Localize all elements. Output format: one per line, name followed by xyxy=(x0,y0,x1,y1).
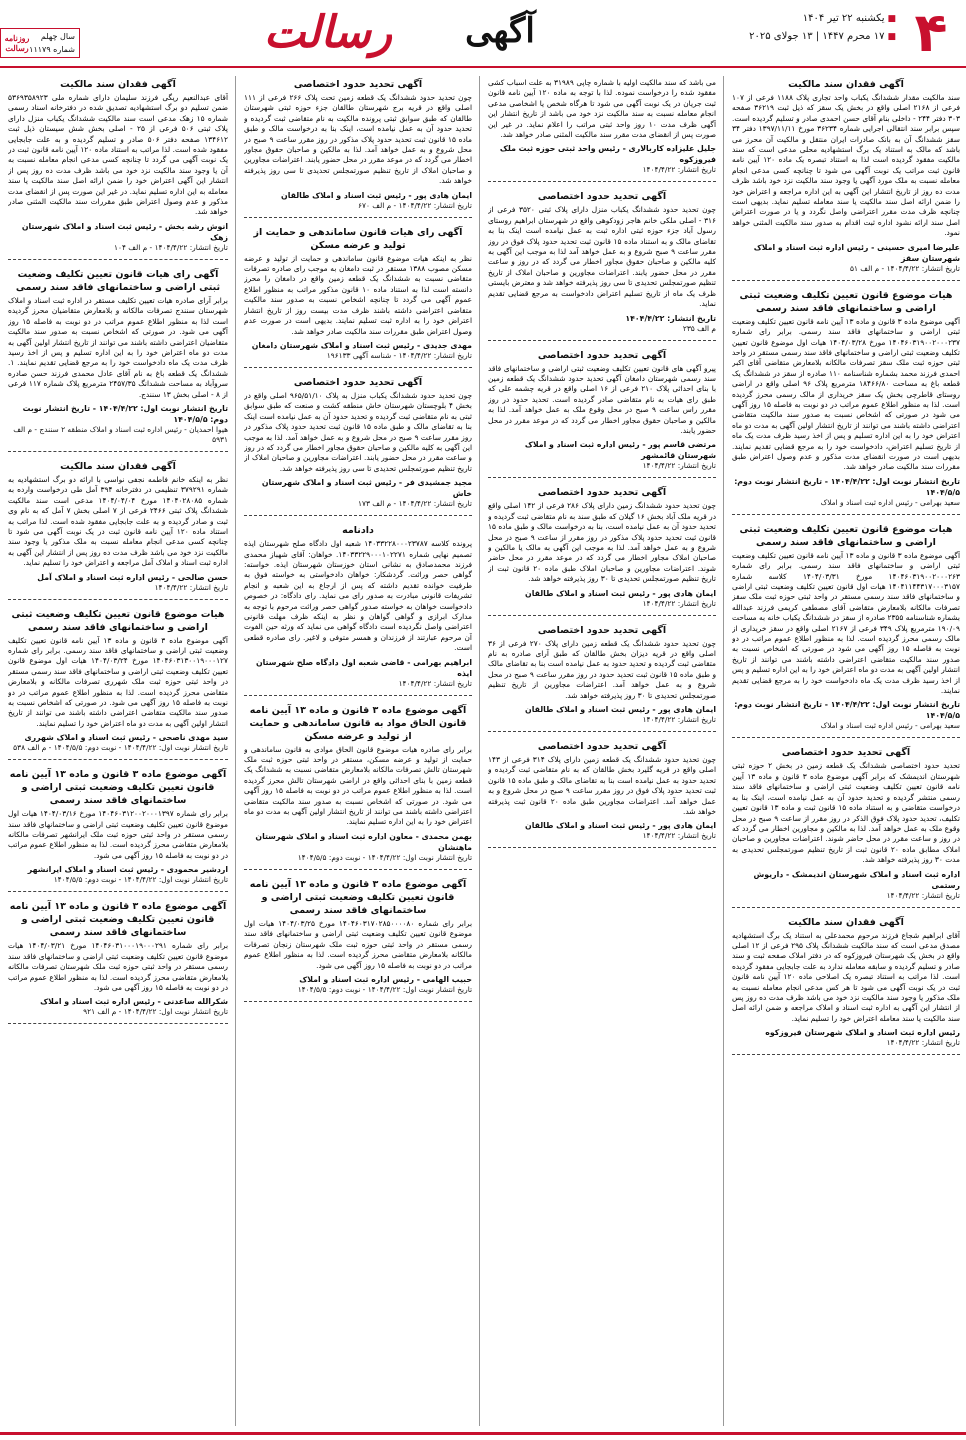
ad-title: آگهی رای هیات قانون ساماندهی و حمایت از تولید و عرضه مسکن xyxy=(253,226,463,251)
ad-body: برابر رای شماره ۱۴۰۴۶۰۳۱۷۰۲۸۵۰۰۰۰۸۰ مورخ ۱۴۰۴/۰۳/۲۵ هیات اول موضوع قانون تعیین تکلیف وضعیت ثبتی اراضی و ساختمانهای فاقد سند رسمی مستقر در واحد ثبتی حوزه ثبت ملک شهرستان زنجان تصرفات مالکانه بلامعارض متقاضی محرز گردیده است. لذا به منظور اطلاع عموم مراتب در دو نوبت به فاصله ۱۵ روز آگهی می شود. xyxy=(244,918,472,970)
ad-body: نظر به اینکه خانم فاطمه نجفی نواسی با ارائه دو برگ استشهادیه به شماره ۳۷۹۲۹۱ تنظیمی در دفترخانه ۳۹۴ آمل طی درخواست وارده به شماره ۱۴۰۴۰۲۸۰۸۵ مورخ ۱۴۰۴/۰۴/۰۴ مدعی است سند مالکیت ششدانگ پلاک ثبتی ۲۴۶۶ فرعی از ۷ اصلی بخش ۷ آمل که به نام وی ثبت و صادر گردیده و به علت جابجایی مفقود شده است. لذا مراتب به استناد ماده ۱۲۰ آیین نامه قانون ثبت در یک نوبت آگهی می شود تا چنانچه کسی مدعی انجام معامله نسبت به ملک مذکور یا وجود سند مالکیت نزد خود می باشد ظرف مدت ده روز پس از انتشار این آگهی به اداره ثبت اسناد و املاک آمل مراجعه و اعتراض خود را تسلیم نماید. xyxy=(8,474,228,568)
ad-title: هیات موضوع قانون تعیین تکلیف وضعیت ثبتی اراضی و ساختمانهای فاقد سند رسمی xyxy=(739,523,953,548)
column-divider xyxy=(723,76,724,1426)
ad-title: آگهی فقدان سند مالکیت xyxy=(60,460,176,472)
ad-signature: علیرضا امیری حسینی - رئیس اداره ثبت اسناد و املاک شهرستان سقز xyxy=(753,242,960,263)
page-number: ۴ xyxy=(914,1,948,64)
ad-number: تاریخ انتشار: ۱۴۰۴/۴/۲۲ xyxy=(642,165,716,175)
ad-title: آگهی موضوع ماده ۳ قانون و ماده ۱۳ آیین نامه قانون الحاق مواد به قانون ساماندهی و حمایت از تولید و عرضه مسکن xyxy=(249,704,467,742)
ad-number: تاریخ انتشار: ۱۴۰۴/۴/۲۲ - م الف ۱۰۴ xyxy=(114,242,228,252)
ad-title: آگهی تحدید حدود اختصاصی xyxy=(537,741,667,753)
ad-signature: مرتضی قاسم پور - رئیس اداره ثبت اسناد و املاک شهرستان قائمشهر xyxy=(524,440,716,461)
ad-signature: مجید جمشیدی فر - رئیس ثبت اسناد و املاک شهرستان خاش xyxy=(261,478,472,499)
ad-signature: انوش رشه بخش - رئیس ثبت اسناد و املاک شهرستان زهک xyxy=(21,221,228,242)
ad-signature: رئیس اداره ثبت اسناد و املاک شهرستان فیروزکوه xyxy=(765,1028,960,1038)
ad-notice xyxy=(8,606,228,761)
ad-number: م الف ۲۳۵ xyxy=(682,323,716,333)
ad-title: دادنامه xyxy=(342,525,374,537)
ad-title: آگهی تحدید حدود اختصاصی xyxy=(537,487,667,499)
masthead xyxy=(0,0,966,68)
ad-body: پیرو آگهی های قانون تعیین تکلیف وضعیت ثبتی اراضی و ساختمانهای فاقد سند رسمی شهرستان دامغان آگهی تحدید حدود ششدانگ یک قطعه زمین با بنای احداثی پلاک ۲۱۰ فرعی از ۱۶ اصلی واقع در قریه چشمه علی که طبق رای هیات به نام متقاضی صادر گردیده است. تحدید حدود در روز مقرر راس ساعت ۹ صبح در محل وقوع ملک به عمل خواهد آمد. لذا به مالکین و صاحبان حقوق مجاور اخطار می گردد که در موعد مقرر در محل حضور یابند. xyxy=(488,363,716,435)
ad-body: چون تحدید حدود ششدانگ یکباب منزل به پلاک ۹۶۵/۵۱/۱۰ اصلی واقع در بخش ۴ بلوچستان شهرستان خاش منطقه کشت و صنعت که طبق سوابق ثبتی به نام متقاضی ثبت گردیده و تحدید حدود آن به عمل نیامده است اینک بنا به تقاضای مالک و طبق ماده ۱۵ قانون ثبت تحدید حدود پلاک مذکور در روز مقرر ساعت ۹ صبح در محل شروع و به عمل خواهد آمد. لذا به موجب این آگهی به کلیه مالکین و صاحبان حقوق مجاور اخطار می گردد که در روز و ساعت مقرر در محل حضور یابند. اعتراضات مجاورین و صاحبان املاک از تاریخ تنظیم صورتمجلس تحدیدی تا سی روز پذیرفته خواهد شد. xyxy=(244,390,472,473)
ad-body: چون تحدید حدود ششدانگ یکباب منزل دارای پلاک ثبتی ۳۵۲۰ فرعی از ۳۱۶ ‑ اصلی ملکی خانم هاجر زودکوهی واقع در شهرستان ابراهیم روستای رسول آباد جزء حوزه ثبتی اداره ثبت به عمل نیامده است اینک بنا به تقاضای مالک و به استناد ماده ۱۵ قانون ثبت تحدید حدود پلاک فوق در روز مقرر ساعت ۹ صبح شروع و به عمل خواهد آمد لذا به موجب این آگهی به کلیه مالکین و صاحبان حقوق مجاور اخطار می گردد که در روز و ساعت مقرر در محل حضور یابند. اعتراضات مجاورین و صاحبان املاک از تاریخ تنظیم صورتمجلس تحدیدی تا سی روز پذیرفته خواهد شد و معترض بایستی ظرف یک ماه از تاریخ تسلیم اعتراض دادخواست به مرجع قضایی تقدیم نماید. xyxy=(488,205,716,309)
ad-number: سعید بهرامی - رئیس اداره ثبت اسناد و املاک xyxy=(820,721,960,731)
ad-title: آگهی فقدان سند مالکیت xyxy=(60,79,176,90)
ad-number: تاریخ انتشار: ۱۴۰۴/۴/۲۲ xyxy=(642,461,716,471)
ad-number: تاریخ انتشار: ۱۴۰۴/۴/۲۲ xyxy=(886,1038,960,1048)
date-block xyxy=(686,10,896,46)
ad-columns xyxy=(8,76,960,1426)
date-line-2: ■۱۷ محرم ۱۴۴۷ | ۱۳ جولای ۲۰۲۵ xyxy=(749,31,896,42)
ad-number: هیوا احمدیان - رئیس اداره ثبت اسناد و املاک منطقه ۲ سنندج - م الف ۵۹۳۱ xyxy=(13,424,228,444)
ad-notice xyxy=(8,76,228,260)
ad-signature: مهدی جدیدی - رئیس ثبت اسناد و املاک شهرستان دامغان xyxy=(251,340,472,350)
ad-notice xyxy=(244,702,472,870)
ad-signature: تاریخ انتشار نوبت اول: ۱۴۰۴/۴/۲۲ - تاریخ انتشار نوبت دوم: ۱۴۰۴/۵/۵ xyxy=(22,403,228,424)
ad-body: برابر آرای صادره هیات تعیین تکلیف مستقر در اداره ثبت اسناد و املاک شهرستان سنندج تصرفات مالکانه و بلامعارض متقاضیان محرز گردیده است لذا به منظور اطلاع عموم مراتب در دو نوبت به فاصله ۱۵ روز آگهی می شود. در صورتی که اشخاص نسبت به صدور سند مالکیت متقاضیان اعتراضی داشته باشند می توانند از تاریخ انتشار اولین آگهی به مدت دو ماه اعتراض خود را به این اداره تسلیم و پس از اخذ رسید ظرف مدت یک ماه دادخواست خود را به مرجع قضایی تقدیم نمایند. ۱. ششدانگ یک قطعه باغ به نام آقای عادل محمدی فرزند حسن صادره سروآباد به مساحت ششدانگ ۲۴۵۷/۳۵ مترمربع پلاک شماره ۱۱۷ فرعی از ۸ ‑ اصلی بخش ۱۳ سنندج. xyxy=(8,295,228,399)
ad-title: آگهی موضوع ماده ۳ قانون و ماده ۱۳ آیین نامه قانون تعیین تکلیف وضعیت ثبتی اراضی و ساختمانهای فاقد سند رسمی xyxy=(249,878,467,916)
ad-notice xyxy=(488,484,716,615)
ad-signature: تاریخ انتشار: ۱۴۰۴/۴/۲۲ xyxy=(625,313,716,323)
ad-notice xyxy=(732,287,960,515)
ad-number: تاریخ انتشار: ۱۴۰۴/۴/۲۲ xyxy=(642,598,716,608)
section-title: آگهی xyxy=(465,11,535,51)
column-3 xyxy=(244,76,472,1426)
ad-notice xyxy=(244,76,472,218)
ad-notice xyxy=(244,224,472,368)
ad-body: برابر رای شماره ۱۴۰۴۶۰۳۱۲۰۰۲۰۰۰۱۳۹۷ مورخ ۱۴۰۴/۰۳/۱۶ هیات اول موضوع قانون تعیین تکلیف وضعیت ثبتی اراضی و ساختمانهای فاقد سند رسمی مستقر در واحد ثبتی حوزه ثبت ملک ایرانشهر تصرفات مالکانه بلامعارض متقاضی محرز گردیده است. لذا به منظور اطلاع عموم مراتب در دو نوبت به فاصله ۱۵ روز آگهی می شود. xyxy=(8,809,228,860)
ad-title: آگهی رای هیات قانون تعیین تکلیف وضعیت ثبتی اراضی و ساختمانهای فاقد سند رسمی xyxy=(15,268,221,293)
ad-body: چون تحدید حدود ششدانگ یک قطعه زمین دارای پلاک ۳۱۴ فرعی از ۱۴۳ اصلی واقع در قریه گلیرد بخش طالقان که به نام متقاضی ثبت گردیده و تحدید حدود به عمل نیامده است بنا به تقاضای مالک و طبق ماده ۱۵ قانون ثبت تحدید حدود پلاک فوق در روز مقرر ساعت ۹ صبح در محل شروع و به عمل خواهد آمد. اعتراضات مجاورین طبق ماده ۲۰ قانون ثبت پذیرفته خواهد شد. xyxy=(488,755,716,817)
column-divider xyxy=(479,76,480,1426)
ad-notice xyxy=(488,188,716,340)
ad-body: آگهی موضوع ماده ۳ قانون و ماده ۱۳ آیین نامه قانون تعیین تکلیف وضعیت ثبتی اراضی و ساختمانهای فاقد سند رسمی. برابر رای شماره ۱۴۰۴۶۰۳۱۹۰۰۲۰۰۰۲۳۷ مورخ ۱۴۰۴/۰۳/۲۸ هیات اول موضوع قانون تعیین تکلیف وضعیت ثبتی اراضی و ساختمانهای فاقد سند رسمی مستقر در واحد ثبتی حوزه ثبت ملک سقز تصرفات مالکانه بلامعارض متقاضی آقای اکبر احمدی فرزند محمد بشماره شناسنامه ۱۱۰ صادره از سقز در ششدانگ یک قطعه باغ به مساحت ۱۸۴۶۶/۸۰ مترمربع پلاک ۹۶ اصلی واقع در اراضی روستای قاطرچی بخش یک سقز خریداری از مالک رسمی محرز گردیده است. لذا به منظور اطلاع عموم مراتب در دو نوبت به فاصله ۱۵ روز آگهی می شود در صورتی که اشخاص نسبت به صدور سند مالکیت متقاضی اعتراضی داشته باشند می توانند از تاریخ انتشار اولین آگهی به مدت دو ماه اعتراض خود را به این اداره تسلیم و پس از اخذ رسید ظرف مدت یک ماه از تاریخ تسلیم اعتراض، دادخواست خود را به مرجع قضایی تقدیم نمایند. بدیهی است در صورت انقضای مدت مذکور و عدم وصول اعتراض طبق مقررات سند مالکیت صادر خواهد شد. xyxy=(732,316,960,472)
column-1 xyxy=(732,76,960,1426)
ad-title: هیات موضوع قانون تعیین تکلیف وضعیت ثبتی اراضی و ساختمانهای فاقد سند رسمی xyxy=(739,289,953,314)
ad-number: تاریخ انتشار نوبت اول: ۱۴۰۴/۴/۲۲ - نوبت دوم: ۱۴۰۴/۵/۵ xyxy=(297,852,472,862)
ad-body: چون تحدید حدود ششدانگ یک قطعه زمین تحت پلاک ۲۶۶ فرعی از ۱۱۱ اصلی واقع در قریه برج شهرستان طالقان جزء حوزه ثبتی شهرستان طالقان که طبق سوابق ثبتی پرونده مالکیت به نام متقاضی ثبت گردیده و تحدید حدود آن به عمل نیامده است، اینک بنا به درخواست مالک و طبق ماده ۱۵ قانون ثبت تحدید حدود پلاک مذکور در روز مقرر ساعت ۹ صبح در محل شروع و به عمل خواهد آمد. لذا به مالکین و صاحبان حقوق مجاور اخطار می گردد که در موعد مقرر در محل حضور یابند. اعتراضات مجاورین و صاحبان املاک از تاریخ تنظیم صورتمجلس تحدیدی تا سی روز پذیرفته خواهد شد. xyxy=(244,93,472,186)
ad-body: می باشد که سند مالکیت اولیه با شماره چاپی ۳۱۹۸۹ به علت اسباب کشی مفقود شده را درخواست نموده. لذا با توجه به ماده ۱۲۰ آیین نامه قانون ثبت جریان در یک نوبت آگهی می شود تا هرگاه شخص یا اشخاصی مدعی انجام معامله نسبت به سند مالکیت نزد خود می باشد از تاریخ انتشار این آگهی ظرف مدت ۱۰ روز واحد ثبتی مراتب را اعلام نماید. در غیر این صورت پس از انقضای مدت مقرر سند مالکیت المثنی صادر خواهد شد. xyxy=(488,78,716,140)
ad-number: تاریخ انتشار: ۱۴۰۴/۴/۲۲ xyxy=(642,715,716,725)
ad-signature: ایمان هادی پور - رئیس ثبت اسناد و املاک طالقان xyxy=(525,705,716,715)
ad-signature: ایمان هادی پور - رئیس ثبت اسناد و املاک طالقان xyxy=(281,190,472,200)
ad-title: آگهی موضوع ماده ۳ قانون و ماده ۱۳ آیین نامه قانون تعیین تکلیف وضعیت ثبتی اراضی و ساختمانهای فاقد سند رسمی xyxy=(9,769,227,807)
bullet-square-icon: ■ xyxy=(887,32,896,42)
issue-box xyxy=(0,28,80,58)
ad-number: سعید بهرامی - رئیس اداره ثبت اسناد و املاک xyxy=(820,497,960,507)
ad-signature: اردشیر محمودی - رئیس ثبت اسناد و املاک ایرانشهر xyxy=(27,865,228,875)
date-line-1: ■یکشنبه ۲۲ تیر ۱۴۰۴ xyxy=(802,13,896,24)
ad-notice xyxy=(244,876,472,1002)
ad-notice xyxy=(732,914,960,1056)
newspaper-logo: رسالت xyxy=(263,7,393,58)
ad-body: برابر رای صادره هیات موضوع قانون الحاق موادی به قانون ساماندهی و حمایت از تولید و عرضه مسکن، مستقر در واحد ثبتی حوزه ثبت ملک شهرستان تالش تصرفات مالکانه بلامعارض متقاضی نسبت به ششدانگ یک قطعه زمین با بنای احداثی واقع در اراضی شهرستان تالش محرز گردیده است. لذا به منظور اطلاع عموم مراتب در دو نوبت به فاصله ۱۵ روز آگهی می شود. در صورتی که اشخاص نسبت به صدور سند مالکیت متقاضی اعتراضی داشته باشند می توانند از تاریخ انتشار اولین آگهی به مدت دو ماه اعتراض خود را به این اداره تسلیم نمایند. xyxy=(244,744,472,827)
issue-label: شماره ۱۱۱۷۹ xyxy=(29,45,75,54)
ad-notice xyxy=(8,898,228,1024)
mini-logo: روزنامه رسالت xyxy=(4,33,30,53)
ad-signature: اداره ثبت اسناد و املاک شهرستان اندیمشک - داریوش رستمی xyxy=(753,869,960,890)
ad-title: آگهی تحدید حدود اختصاصی xyxy=(781,747,911,759)
ad-number: تاریخ انتشار نوبت اول: ۱۴۰۴/۴/۲۲ - نوبت دوم: ۱۴۰۴/۵/۵ xyxy=(53,875,228,885)
column-divider xyxy=(235,76,236,1426)
ad-number: تاریخ انتشار: ۱۴۰۴/۴/۲۲ - م الف ۶۷۰ xyxy=(358,200,472,210)
ad-notice xyxy=(8,766,228,892)
ad-signature: ایمان هادی پور - رئیس ثبت اسناد و املاک طالقان xyxy=(525,821,716,831)
ad-notice xyxy=(488,76,716,182)
ad-body: آگهی موضوع ماده ۳ قانون و ماده ۱۳ آیین نامه قانون تعیین تکلیف وضعیت ثبتی اراضی و ساختمانهای فاقد سند رسمی. برابر رای شماره ۱۴۰۴۶۰۳۱۹۰۰۲۰۰۰۲۶۳ مورخ ۱۴۰۴/۰۳/۳۱ کلاسه شماره ۱۴۰۴۱۱۴۴۳۱۷۰۰۰۳۱۵۷ هیات اول قانون تعیین تکلیف وضعیت ثبتی اراضی و ساختمانهای فاقد سند رسمی مستقر در واحد ثبتی حوزه ثبت ملک سقز تصرفات مالکانه بلامعارض متقاضی آقای مصطفی کریمی فرزند عبدالله بشماره شناسنامه ۲۳۵۵ صادره از سقز در ششدانگ یکباب خانه به مساحت ۱۹۰/۰۹ مترمربع پلاک ۳۴۹ فرعی از ۲۱۶۷ اصلی واقع در سقز خریداری از مالک رسمی محرز گردیده است. لذا به منظور اطلاع عموم مراتب در دو نوبت به فاصله ۱۵ روز آگهی می شود در صورتی که اشخاص نسبت به صدور سند مالکیت متقاضی اعتراضی داشته باشند می توانند از تاریخ انتشار اولین آگهی به مدت دو ماه اعتراض خود را به این اداره تسلیم و پس از اخذ رسید ظرف مدت یک ماه دادخواست خود را به مرجع قضایی تقدیم نمایند. xyxy=(732,550,960,696)
ad-number: تاریخ انتشار: ۱۴۰۴/۴/۲۲ - م الف ۱۷۳ xyxy=(358,499,472,509)
bottom-rule xyxy=(0,1432,966,1435)
ad-number: تاریخ انتشار: ۱۴۰۴/۴/۲۲ xyxy=(642,831,716,841)
ad-body: آگهی موضوع ماده ۳ قانون و ماده ۱۳ آیین نامه قانون تعیین تکلیف وضعیت ثبتی اراضی و ساختمانهای فاقد سند رسمی. برابر رای شماره ۱۴۰۴۶۰۳۱۳۰۰۱۹۰۰۰۱۲۷ مورخ ۱۴۰۴/۰۳/۲۴ هیات اول موضوع قانون تعیین تکلیف وضعیت ثبتی اراضی و ساختمانهای فاقد سند رسمی مستقر در واحد ثبتی حوزه ثبت ملک شهرری تصرفات مالکانه و بلامعارض متقاضی محرز گردیده است. لذا به منظور اطلاع عموم مراتب در دو نوبت به فاصله ۱۵ روز آگهی می شود. در صورتی که اشخاص نسبت به صدور سند مالکیت متقاضی اعتراضی داشته باشند می توانند از تاریخ انتشار اولین آگهی به مدت دو ماه اعتراض خود را تسلیم نمایند. xyxy=(8,635,228,728)
ad-signature: شکرالله ساعدنی - رئیس اداره ثبت اسناد و املاک xyxy=(40,997,228,1007)
ad-notice xyxy=(244,374,472,516)
ad-title: آگهی فقدان سند مالکیت xyxy=(788,79,904,90)
ad-title: آگهی تحدید حدود اختصاصی xyxy=(537,349,667,361)
ad-body: نظر به اینکه هیات موضوع قانون ساماندهی و حمایت از تولید و عرضه مسکن مصوب ۱۳۸۸ مستقر در ثبت دامغان به موجب رای صادره تصرفات متقاضی نسبت به ششدانگ یک قطعه زمین واقع در دامغان را محرز دانسته است لذا به استناد ماده ۱۰ قانون مذکور مراتب به منظور اطلاع عموم آگهی می گردد تا چنانچه اشخاص نسبت به صدور سند مالکیت متقاضی اعتراضی داشته باشند ظرف مدت بیست روز از تاریخ انتشار اعتراض خود را به اداره ثبت تسلیم نمایند. بدیهی است در صورت عدم وصول اعتراض طبق مقررات سند مالکیت صادر خواهد شد. xyxy=(244,253,472,336)
ad-body: چون تحدید حدود ششدانگ یک قطعه زمین دارای پلاک ۲۷۰ فرعی از ۳۶ اصلی واقع در قریه دیزان بخش طالقان که طبق آرای صادره به نام متقاضی ثبت گردیده و تحدید حدود به عمل نیامده است بنا به تقاضای مالک و طبق ماده ۱۵ قانون ثبت تحدید حدود در روز مقرر ساعت ۹ صبح در محل شروع و به عمل خواهد آمد. اعتراضات مجاورین از تاریخ تنظیم صورتمجلس تحدیدی تا ۳۰ روز پذیرفته خواهد شد. xyxy=(488,638,716,700)
ad-number: تاریخ انتشار نوبت اول: ۱۴۰۴/۴/۲۲ - نوبت دوم: ۱۴۰۴/۵/۵ xyxy=(297,984,472,994)
ad-notice xyxy=(488,738,716,848)
ad-title: هیات موضوع قانون تعیین تکلیف وضعیت ثبتی اراضی و ساختمانهای فاقد سند رسمی xyxy=(11,608,225,633)
ad-body: سند مالکیت مقدار ششدانگ یکباب واحد تجاری پلاک ۱۱۸۸ فرعی از ۱۰۷ فرعی از ۲۱۶۸ اصلی واقع در بخش یک سقز که ذیل ثبت ۳۶۲۱۹ صفحه ۳۰۳ دفتر ۲۴۴ ‑ داخلی بنام آقای حسن احمدی صادر و تسلیم گردیده است. سپس برابر سند انتقالی اجرایی شماره ۳۶۲۳۴ مورخ ۱۳۹۷/۱۱/۱۱ دفتر ۳۴ سقز ششدانگ آن به بانک صادرات ایران منتقل و مالکیت آن محرز می باشد که مالک به استناد یک برگ استشهادیه محلی مدعی است که سند مالکیت مفقود گردیده است لذا به استناد تبصره یک ماده ۱۲۰ آیین نامه قانون ثبت مراتب یک نوبت آگهی می شود تا چنانچه کسی مدعی انجام معامله نسبت به ملک مورد آگهی یا وجود سند مالکیت نزد خود باشد ظرف مدت ده روز از تاریخ انتشار این آگهی به این اداره مراجعه و اعتراض خود را ضمن ارائه اصل سند مالکیت یا سند معامله تسلیم نماید. بدیهی است چنانچه ظرف مدت مقرر اعتراضی واصل نگردد و یا در صورت اعتراض اصل سند ارائه نشود اداره ثبت اقدام به صدور سند مالکیت المثنی خواهد نمود. xyxy=(732,93,960,238)
ad-notice xyxy=(488,622,716,732)
ad-number: تاریخ انتشار: ۱۴۰۴/۴/۲۲ xyxy=(886,890,960,900)
ad-body: آقای عبدالنعیم ریگی فرزند سلیمان دارای شماره ملی ۵۳۶۹۳۵۸۹۲۳ ضمن تسلیم دو برگ استشهادیه تصدیق شده در دفترخانه اسناد رسمی شماره ۱۵ زهک مدعی است سند مالکیت ششدانگ یکباب منزل دارای پلاک ثبتی ۵۰۶ فرعی از ۲۵ ‑ اصلی بخش شش سیستان ذیل ثبت ۱۳۴۶۱۲ صفحه دفتر ۵۰۶ صادر و تسلیم گردیده و به علت جابجایی مفقود شده است. لذا مراتب به استناد ماده ۱۲۰ آیین نامه قانون ثبت در یک نوبت آگهی می گردد تا چنانچه کسی مدعی انجام معامله نسبت به آن یا وجود سند مالکیت نزد خود می باشد ظرف مدت ده روز پس از انتشار این آگهی اعتراض خود را ضمن ارائه اصل سند مالکیت یا سند معامله به این اداره تسلیم نماید. در غیر این صورت پس از انقضای مدت مذکور و عدم وصول اعتراض طبق مقررات سند مالکیت المثنی صادر خواهد شد. xyxy=(8,93,228,217)
year-label: سال چهلم xyxy=(40,32,75,41)
ad-title: آگهی تحدید حدود اختصاصی xyxy=(293,79,423,90)
ad-number: تاریخ انتشار: ۱۴۰۴/۴/۲۲ xyxy=(154,582,228,592)
column-2 xyxy=(488,76,716,1426)
ad-signature: ایمان هادی پور - رئیس ثبت اسناد و املاک طالقان xyxy=(525,588,716,598)
ad-signature: بهمن محمدی - معاون اداره ثبت اسناد و املاک شهرستان ماهنشان xyxy=(255,831,472,852)
ad-number: تاریخ انتشار نوبت اول: ۱۴۰۴/۴/۲۲ - م الف ۹۲۱ xyxy=(83,1007,228,1017)
ad-notice xyxy=(732,76,960,281)
ad-signature: حسن صالحی - رئیس اداره ثبت اسناد و املاک آمل xyxy=(37,572,228,582)
ad-title: آگهی فقدان سند مالکیت xyxy=(788,916,904,928)
ad-notice xyxy=(8,266,228,452)
ad-signature: ابراهیم بهرامی - قاضی شعبه اول دادگاه صلح شهرستان ایذه xyxy=(256,657,472,678)
ad-signature: حبیب الهامی - رئیس اداره ثبت اسناد و املاک xyxy=(299,974,472,984)
ad-number: تاریخ انتشار نوبت اول: ۱۴۰۴/۴/۲۲ - نوبت دوم: ۱۴۰۴/۵/۵ - م الف ۵۳۸ xyxy=(13,743,228,753)
ad-number: تاریخ انتشار: ۱۴۰۴/۴/۲۲ - شناسه آگهی ۱۹۶۱۳۳ xyxy=(326,350,472,360)
ad-number: تاریخ انتشار: ۱۴۰۴/۴/۲۲ xyxy=(398,678,472,688)
bullet-square-icon: ■ xyxy=(887,14,896,24)
ad-notice xyxy=(488,347,716,479)
ad-body: برابر رای شماره ۱۴۰۴۶۰۳۱۰۰۰۱۹۰۰۰۲۹۱ مورخ ۱۴۰۴/۰۳/۲۱ هیات موضوع قانون تعیین تکلیف وضعیت ثبتی اراضی و ساختمانهای فاقد سند رسمی مستقر در واحد ثبتی حوزه ثبت ملک شهرستان تصرفات مالکانه بلامعارض متقاضی محرز گردیده است. لذا به منظور اطلاع عموم مراتب در دو نوبت به فاصله ۱۵ روز آگهی می شود. xyxy=(8,941,228,992)
ad-signature: جلیل علیزاده کاربالاری - رئیس واحد ثبتی حوزه ثبت ملک فیروزکوه xyxy=(499,144,716,165)
ad-notice xyxy=(8,458,228,600)
ad-body: چون تحدید حدود ششدانگ زمین دارای پلاک ۲۸۶ فرعی از ۱۴۲ اصلی واقع در قریه ملک آباد بخش ۱۶ گیلان که طبق سند به نام متقاضی ثبت گردیده و تحدید حدود آن به عمل نیامده است، بنا به درخواست مالک و طبق ماده ۱۵ قانون ثبت تحدید حدود پلاک مذکور در روز مقرر از ساعت ۹ صبح در محل شروع و به عمل خواهد آمد. لذا به موجب این آگهی به مالک یا مالکین و صاحبان املاک مجاور اخطار می گردد که در موعد مقرر در محل حاضر شوند. اعتراضات مجاورین و صاحبان املاک طبق ماده ۲۰ قانون ثبت از تاریخ تنظیم صورتمجلس تحدیدی تا ۳۰ روز پذیرفته خواهد شد. xyxy=(488,501,716,584)
ad-signature: سید مهدی ناصحی - رئیس ثبت اسناد و املاک شهرری xyxy=(24,733,228,743)
ad-body: تحدید حدود اختصاصی ششدانگ یک قطعه زمین در بخش ۲ حوزه ثبتی شهرستان اندیمشک که برابر آگهی موضوع ماده ۳ قانون و ماده ۱۳ آیین نامه قانون تعیین تکلیف وضعیت ثبتی اراضی و ساختمانهای فاقد سند رسمی منتشر گردیده و تحدید حدود آن به عمل نیامده است، اینک بنا به درخواست متقاضی و به استناد ماده ۱۵ قانون ثبت و ماده ۱۳ قانون تعیین تکلیف، تحدید حدود پلاک فوق الذکر در روز مقرر از ساعت ۹ صبح در محل وقوع ملک به عمل خواهد آمد. لذا به مالکین و مجاورین اخطار می گردد که در روز و ساعت مقرر در محل حاضر شوند. اعتراضات مجاورین و صاحبان املاک مطابق ماده ۲۰ قانون ثبت از تاریخ تنظیم صورتمجلس تحدیدی به مدت ۳۰ روز پذیرفته خواهد شد. xyxy=(732,761,960,865)
ad-title: آگهی موضوع ماده ۳ قانون و ماده ۱۳ آیین نامه قانون تعیین تکلیف وضعیت ثبتی اراضی و ساختمانهای فاقد سند رسمی xyxy=(9,901,227,939)
ad-number: تاریخ انتشار: ۱۴۰۴/۴/۲۲ - م الف ۵۱ xyxy=(850,263,960,273)
ad-signature: تاریخ انتشار نوبت اول: ۱۴۰۴/۴/۲۲ - تاریخ انتشار نوبت دوم: ۱۴۰۴/۵/۵ xyxy=(734,700,960,721)
ad-notice xyxy=(732,744,960,907)
column-4 xyxy=(8,76,228,1426)
ad-body: آقای ابراهیم شجاع فرزند مرحوم محمدعلی به استناد یک برگ استشهادیه مصدق مدعی است که سند مالکیت ششدانگ پلاک ۲۹۵ فرعی از ۱۲ اصلی واقع در بخش یک شهرستان فیروزکوه که در دفتر املاک صفحه ثبت و سند صادر و تسلیم گردیده و سابقه معامله ندارد به علت جابجایی مفقود گردیده است. لذا مراتب به استناد تبصره یک اصلاحی ماده ۱۲۰ آیین نامه قانون ثبت در یک نوبت آگهی می شود تا هر کس مدعی انجام معامله نسبت به ملک مذکور یا وجود سند مالکیت نزد خود می باشد ظرف مدت ده روز پس از انتشار این آگهی به اداره ثبت اسناد و املاک مراجعه و ضمن ارائه اصل سند مالکیت یا سند معامله اعتراض خود را تسلیم نماید. xyxy=(732,930,960,1023)
ad-title: آگهی تحدید حدود اختصاصی xyxy=(293,376,423,388)
ad-notice xyxy=(244,522,472,695)
ad-signature: تاریخ انتشار نوبت اول: ۱۴۰۴/۴/۲۲ - تاریخ انتشار نوبت دوم: ۱۴۰۴/۵/۵ xyxy=(734,476,960,497)
ad-title: آگهی تحدید حدود اختصاصی xyxy=(537,624,667,636)
ad-body: پرونده کلاسه ۱۴۰۳۳۲۲۸۰۰۰۲۳۷۸۷ شعبه اول دادگاه صلح شهرستان ایذه تصمیم نهایی شماره ۱۴۰۳۳۲۲۹۰۰۰۱۰۲۲۷۱. خواهان: آقای شهباز محمدی فرزند محمدصادق به نشانی استان خوزستان شهرستان ایذه. خواسته: گواهی حصر وراثت. گردشکار: خواهان دادخواستی به خواسته فوق به طرفیت خوانده تقدیم داشته که پس از ارجاع به این شعبه و انجام تشریفات قانونی مبادرت به صدور رای می نماید. رای دادگاه: در خصوص دادخواست خواهان به خواسته صدور گواهی حصر وراثت مرحوم با توجه به مدارک ابرازی و گواهی گواهان و نظر به اینکه ظرف مهلت قانونی اعتراضی واصل نگردیده است دادگاه گواهی می نماید که ورثه حین الفوت آن مرحوم عبارتند از فرزندان و همسر متوفی و لاغیر. رای صادره قطعی است. xyxy=(244,539,472,653)
ad-title: آگهی تحدید حدود اختصاصی xyxy=(537,191,667,203)
ad-notice xyxy=(732,521,960,739)
